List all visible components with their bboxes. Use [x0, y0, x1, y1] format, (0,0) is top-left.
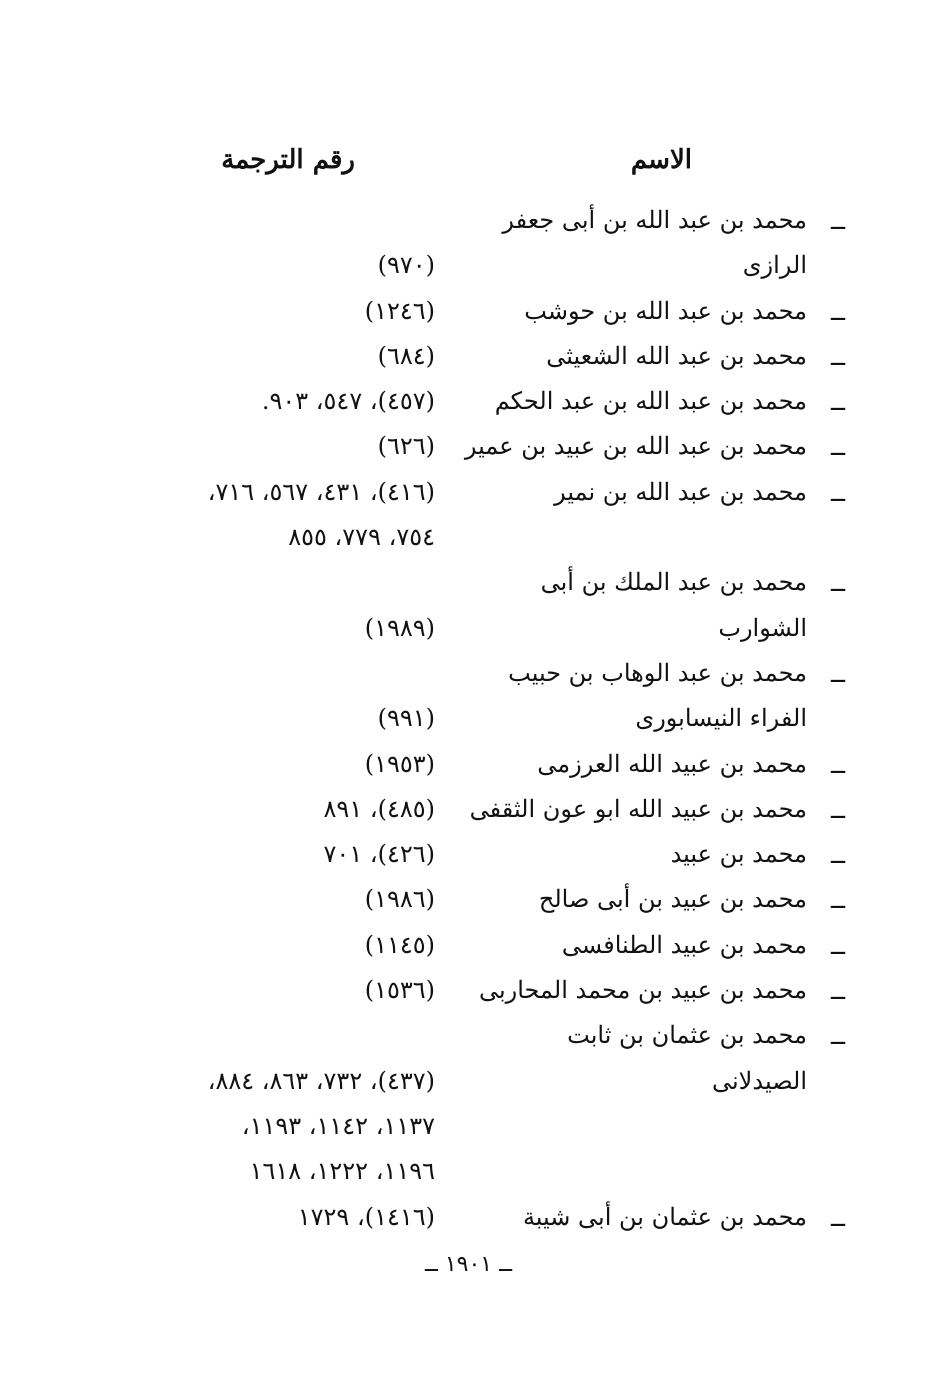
- entry-name: محمد بن عثمان بن أبى شيبة: [522, 1202, 807, 1231]
- entry-dash: ــ: [830, 659, 845, 688]
- entry-numbers: (٤٨٥)، ٨٩١: [323, 794, 435, 823]
- list-item: [0, 651, 937, 696]
- entry-numbers: (١٩٨٦): [364, 885, 435, 914]
- entry-numbers: (٩٩١): [377, 704, 435, 733]
- entry-name: محمد بن عبد الله بن عبد الحكم: [494, 387, 807, 416]
- entry-name: محمد بن عبيد بن محمد المحاربى: [478, 976, 807, 1005]
- entry-dash: ــ: [830, 569, 845, 598]
- entry-numbers: (٤٥٧)، ٥٤٧، ٩٠٣.: [261, 387, 435, 416]
- entry-numbers: (١٩٨٩): [364, 613, 435, 642]
- index-list: [0, 198, 937, 1240]
- entry-dash: ــ: [830, 931, 845, 960]
- entry-dash: ــ: [830, 977, 845, 1006]
- list-item: [0, 1195, 937, 1240]
- entry-name: محمد بن عثمان بن ثابت: [567, 1021, 807, 1050]
- list-item: [0, 787, 937, 832]
- list-item: [0, 606, 937, 651]
- list-item: [0, 832, 937, 877]
- list-item: [0, 968, 937, 1013]
- entry-dash: ــ: [830, 886, 845, 915]
- entry-dash: ــ: [830, 841, 845, 870]
- list-item: [0, 742, 937, 787]
- entry-name: محمد بن عبيد الطنافسى: [561, 930, 807, 959]
- page-number: ــ ١٩٠١ ــ: [424, 1252, 513, 1277]
- list-item: [0, 1013, 937, 1058]
- list-item: [0, 696, 937, 741]
- entry-dash: ــ: [830, 1022, 845, 1051]
- entry-name: الرازى: [742, 251, 807, 280]
- entry-dash: ــ: [830, 207, 845, 235]
- entry-name: الصيدلانى: [711, 1066, 807, 1095]
- entry-dash: ــ: [830, 433, 845, 462]
- entry-numbers: (٦٨٤): [377, 341, 435, 370]
- list-item: [0, 198, 937, 243]
- list-item: [0, 243, 937, 288]
- entry-dash: ــ: [830, 750, 845, 779]
- entry-numbers: ١١٣٧، ١١٤٢، ١١٩٣،: [241, 1111, 435, 1140]
- list-item: [0, 424, 937, 469]
- entry-numbers: (١٢٤٦): [364, 296, 435, 325]
- entry-name: محمد بن عبد الله بن حوشب: [524, 296, 807, 325]
- entry-numbers: (٤٣٧)، ٧٣٢، ٨٦٣، ٨٨٤،: [207, 1066, 435, 1095]
- entry-name: محمد بن عبيد: [670, 840, 807, 869]
- entry-name: محمد بن عبيد الله العرزمى: [537, 749, 807, 778]
- entry-name: محمد بن عبد الله الشعيثى: [546, 341, 807, 370]
- entry-dash: ــ: [830, 795, 845, 824]
- list-item: [0, 379, 937, 424]
- entry-name: محمد بن عبد الله بن أبى جعفر: [502, 206, 807, 234]
- entry-numbers: ٧٥٤، ٧٧٩، ٨٥٥: [288, 523, 435, 552]
- list-item: [0, 1059, 937, 1104]
- entry-numbers: (٦٢٦): [377, 432, 435, 461]
- entry-name: محمد بن عبد الله بن نمير: [554, 477, 807, 506]
- entry-dash: ــ: [830, 388, 845, 417]
- entry-name: محمد بن عبيد بن أبى صالح: [538, 885, 807, 914]
- entry-dash: ــ: [830, 342, 845, 371]
- list-item: [0, 923, 937, 968]
- entry-numbers: (١٩٥٣): [364, 749, 435, 778]
- entry-dash: ــ: [830, 1203, 845, 1232]
- entry-dash: ــ: [830, 478, 845, 507]
- entry-dash: ــ: [830, 297, 845, 326]
- list-item: [0, 334, 937, 379]
- list-item: [0, 515, 937, 560]
- column-header-name: الاسم: [630, 145, 692, 175]
- entry-numbers: (٤٢٦)، ٧٠١: [323, 840, 435, 869]
- list-item: [0, 1149, 937, 1194]
- entry-numbers: (١٤١٦)، ١٧٢٩: [297, 1202, 435, 1231]
- entry-name: الشوارب: [718, 613, 807, 642]
- entry-name: محمد بن عبد الملك بن أبى: [540, 568, 807, 597]
- entry-name: الفراء النيسابورى: [635, 704, 807, 733]
- list-item: [0, 1104, 937, 1149]
- entry-name: محمد بن عبد الوهاب بن حبيب: [508, 658, 807, 687]
- list-item: [0, 560, 937, 605]
- list-item: [0, 289, 937, 334]
- column-header-number: رقم الترجمة: [221, 145, 355, 175]
- list-item: [0, 470, 937, 515]
- entry-numbers: (٩٧٠): [377, 251, 435, 280]
- entry-numbers: (٤١٦)، ٤٣١، ٥٦٧، ٧١٦،: [207, 477, 435, 506]
- list-item: [0, 877, 937, 922]
- entry-numbers: (١١٤٥): [364, 930, 435, 959]
- entry-name: محمد بن عبيد الله ابو عون الثقفى: [469, 794, 807, 823]
- entry-name: محمد بن عبد الله بن عبيد بن عمير: [464, 432, 807, 461]
- entry-numbers: ١١٩٦، ١٢٢٢، ١٦١٨: [249, 1157, 435, 1186]
- entry-numbers: (١٥٣٦): [364, 976, 435, 1005]
